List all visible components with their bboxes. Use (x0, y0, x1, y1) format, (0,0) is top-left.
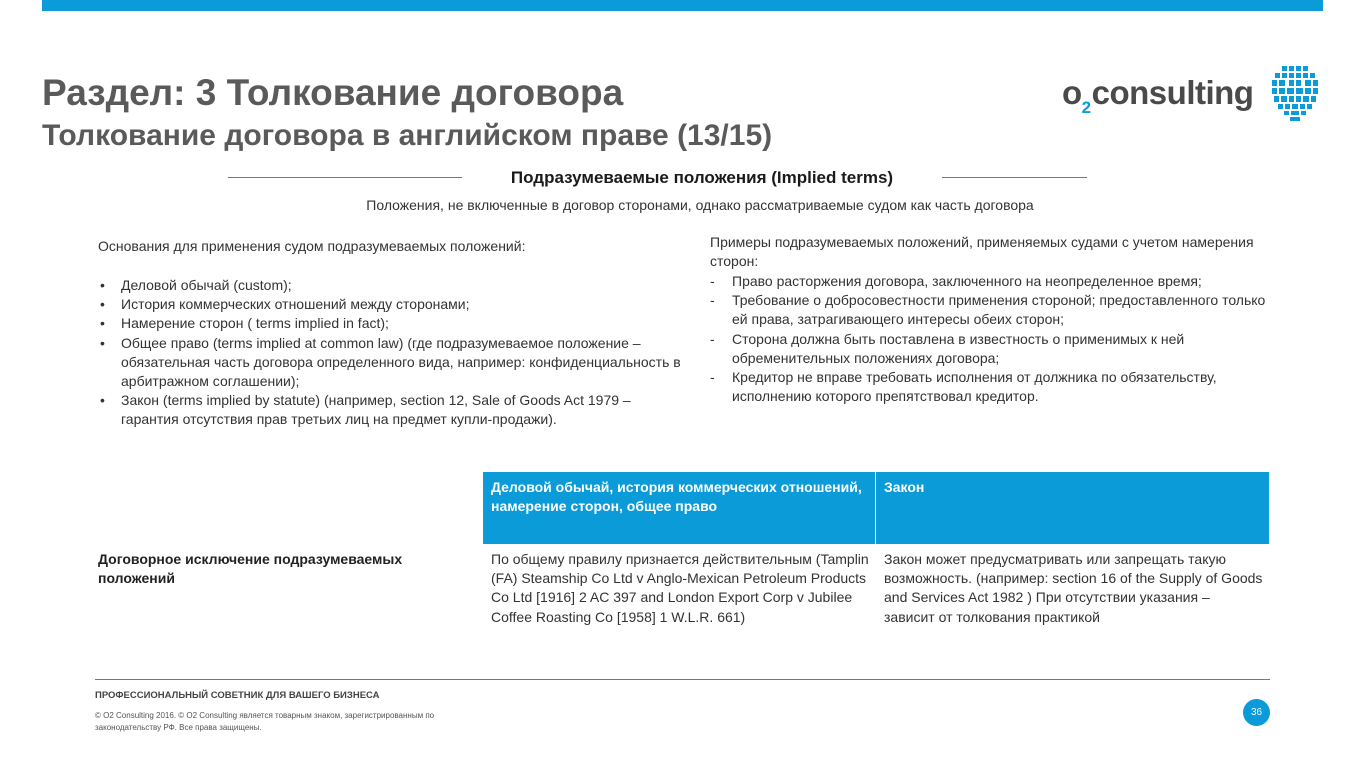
top-accent-bar (42, 0, 1323, 11)
logo-letter-o: o (1062, 74, 1082, 111)
page-subtitle: Толкование договора в английском праве (13/15) (42, 119, 773, 152)
list-item: • Намерение сторон ( terms implied in fact); (98, 314, 698, 333)
list-item: • Деловой обычай (custom); (98, 276, 698, 295)
table-cell-statute: Закон может предусматривать или запрещать такую возможность. (например: section 16 of the Supply of Goods and Services Act 1982 ) При отсутствии указания – зависит от толкования практикой (884, 551, 1263, 625)
table-row-label: Договорное исключение подразумеваемых положений (98, 551, 403, 587)
logo-word: consulting (1091, 74, 1254, 111)
section-divider-right (942, 177, 1087, 178)
table-cell-custom: По общему правилу признается действительным (Tamplin (FA) Steamship Co Ltd v Anglo-Mexican Petroleum Products Co Ltd [1916] 2 AC 397 and London Export Corp v Jubilee Coffee Roasting Co [1958] 1 W.L.R. 661) (491, 551, 869, 625)
section-subtitle: Положения, не включенные в договор сторонами, однако рассматриваемые судом как часть договора (366, 197, 1034, 213)
grounds-bullet-list (98, 276, 698, 430)
list-item: • Общее право (terms implied at common law) (где подразумеваемое положение – обязательная часть договора определенного вида, например: конфиденциальность в арбитражном соглашении); (98, 334, 691, 392)
grounds-intro: Основания для применения судом подразумеваемых положений: (98, 238, 526, 254)
examples-intro: Примеры подразумеваемых положений, применяемых судами с учетом намерения сторон: (710, 234, 1254, 270)
list-item: - Право расторжения договора, заключенного на неопределенное время; (710, 272, 1270, 291)
list-item: - Сторона должна быть поставлена в известность о применимых к ней обременительных положениях договора; (710, 330, 1270, 368)
table-header-custom: Деловой обычай, история коммерческих отношений, намерение сторон, общее право (483, 472, 875, 544)
footer-divider (95, 679, 1270, 680)
footer-tagline: ПРОФЕССИОНАЛЬНЫЙ СОВЕТНИК ДЛЯ ВАШЕГО БИЗНЕСА (95, 690, 380, 701)
section-divider-left (228, 177, 462, 178)
list-item: • Закон (terms implied by statute) (например, section 12, Sale of Goods Act 1979 – гарантия отсутствия прав третьих лиц на предмет купли-продажи). (98, 391, 691, 429)
logo-subscript-2: 2 (1081, 98, 1091, 117)
table-header-statute: Закон (876, 472, 1269, 544)
examples-dash-list (710, 272, 1270, 406)
brand-logo-text (1062, 74, 1254, 117)
section-title: Подразумеваемые положения (Implied terms) (510, 168, 894, 187)
globe-grid-logo-icon (1270, 64, 1320, 124)
page-title: Раздел: 3 Толкование договора (42, 72, 624, 113)
list-item: - Кредитор не вправе требовать исполнения от должника по обязательству, исполнению которого препятствовал кредитор. (710, 368, 1270, 406)
list-item: - Требование о добросовестности применения стороной; предоставленного только ей права, затрагивающего интересы обеих сторон; (710, 291, 1270, 329)
list-item: • История коммерческих отношений между сторонами; (98, 295, 698, 314)
page-number-badge: 36 (1243, 699, 1270, 726)
footer-copyright: © O2 Consulting 2016. © O2 Consulting является товарным знаком, зарегистрированным по законодательству РФ. Все права защищены. (95, 711, 435, 732)
